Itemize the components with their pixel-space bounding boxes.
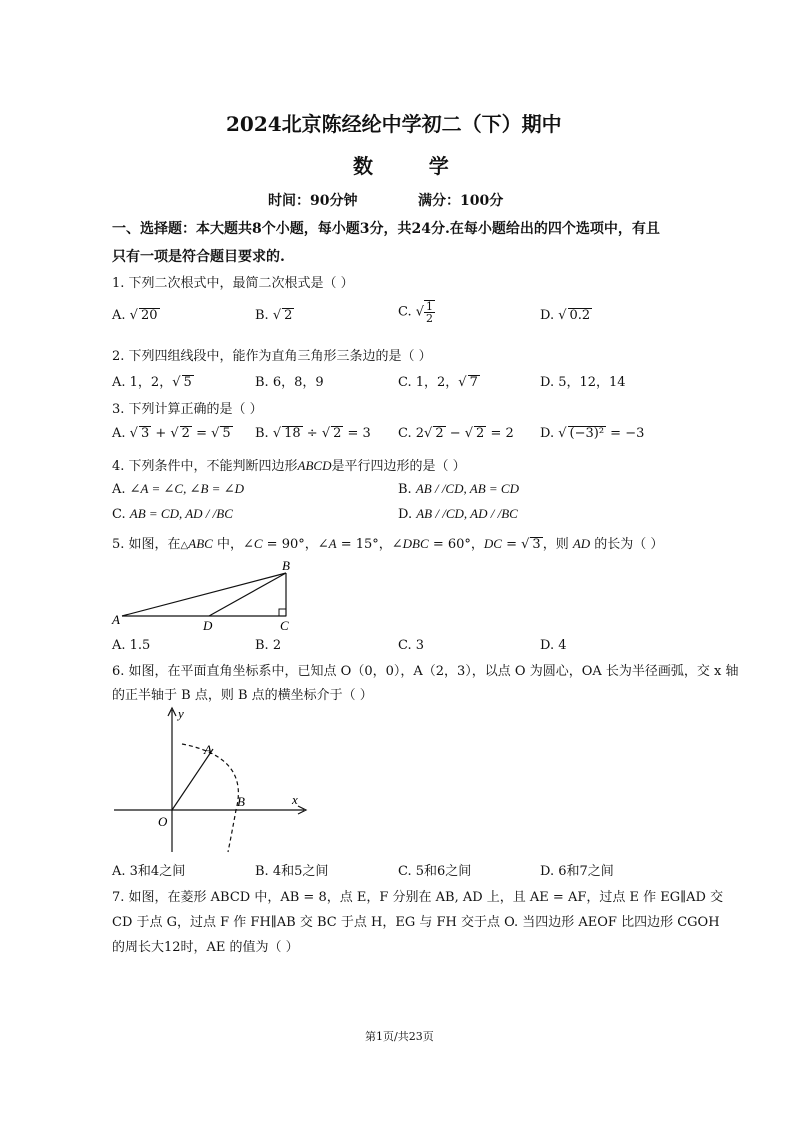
- question-3: 3. 下列计算正确的是（ ）: [112, 402, 263, 417]
- question-7-line3: 的周长大12时，AE 的值为（ ）: [112, 940, 299, 955]
- segment-db: [209, 573, 286, 616]
- q5-option-a: A. 1.5: [112, 638, 151, 653]
- q3-option-c: C. 2√ 2 − √ 2 = 2: [398, 426, 514, 441]
- right-angle-mark: [279, 609, 286, 616]
- q3-option-a: A. √ 3 + √ 2 = √ 5: [112, 426, 231, 441]
- q6-option-a: A. 3和4之间: [112, 864, 186, 879]
- label-b: B: [282, 558, 290, 573]
- label-d: D: [203, 618, 213, 633]
- question-6-line1: 6. 如图，在平面直角坐标系中，已知点 O（0，0），A（2，3），以点 O 为圆心，OA 长为半径画弧，交 x 轴: [112, 664, 739, 679]
- arc-ob: [182, 744, 238, 852]
- time-info: 时间：90分钟: [268, 193, 358, 209]
- q2-option-a: A. 1，2，√ 5: [112, 375, 192, 390]
- q4-option-b: B. AB / /CD, AB = CD: [398, 481, 519, 497]
- q1-option-d: D. √ 0.2: [540, 308, 591, 323]
- question-1: 1. 下列二次根式中，最简二次根式是（ ）: [112, 276, 354, 291]
- q5-option-c: C. 3: [398, 638, 425, 653]
- figure-q6-coordinate: [110, 702, 310, 854]
- q5-option-b: B. 2: [255, 638, 282, 653]
- label-y: y: [178, 706, 184, 721]
- q4-option-c: C. AB = CD, AD / /BC: [112, 506, 233, 522]
- q2-option-c: C. 1，2，√ 7: [398, 375, 478, 390]
- q6-option-c: C. 5和6之间: [398, 864, 472, 879]
- question-6-line2: 的正半轴于 B 点，则 B 点的横坐标介于（ ）: [112, 688, 373, 703]
- label-a: A: [112, 612, 120, 627]
- q2-option-d: D. 5，12，14: [540, 375, 626, 390]
- q4-option-a: A. ∠A = ∠C, ∠B = ∠D: [112, 481, 244, 497]
- question-7-line2: CD 于点 G，过点 F 作 FH∥AB 交 BC 于点 H，EG 与 FH 交于点 O. 当四边形 AEOF 比四边形 CGOH: [112, 915, 720, 930]
- q2-option-b: B. 6，8，9: [255, 375, 324, 390]
- question-2: 2. 下列四组线段中，能作为直角三角形三条边的是（ ）: [112, 349, 432, 364]
- q1-option-b: B. √ 2: [255, 308, 293, 323]
- q4-option-d: D. AB / /CD, AD / /BC: [398, 506, 518, 522]
- segment-ab: [122, 573, 286, 616]
- label-x: x: [292, 792, 298, 807]
- q6-option-d: D. 6和7之间: [540, 864, 614, 879]
- question-7-line1: 7. 如图，在菱形 ABCD 中，AB = 8，点 E，F 分别在 AB, AD 上，且 AE = AF，过点 E 作 EG∥AD 交: [112, 890, 724, 905]
- page-footer: 第1页/共23页: [365, 1030, 434, 1043]
- label-c: C: [280, 618, 289, 633]
- question-4: 4. 下列条件中，不能判断四边形ABCD是平行四边形的是（ ）: [112, 458, 466, 474]
- section-heading-line1: 一、选择题：本大题共8个小题，每小题3分，共24分.在每小题给出的四个选项中，有且: [112, 221, 660, 237]
- subject-title: 数 学: [353, 154, 451, 178]
- q1-option-a: A. √ 20: [112, 308, 158, 323]
- question-5: 5. 如图，在△ABC 中，∠C = 90°，∠A = 15°，∠DBC = 60°，DC = √ 3 ，则 AD 的长为（ ）: [112, 536, 664, 552]
- label-o: O: [158, 814, 168, 829]
- segment-oa: [172, 749, 213, 810]
- q1-option-c: C. √ $\frac{1}{2}$: [398, 300, 434, 325]
- score-info: 满分：100分: [418, 193, 504, 209]
- section-heading-line2: 只有一项是符合题目要求的.: [112, 249, 285, 265]
- q3-option-d: D. √ (−3)² = −3: [540, 426, 645, 441]
- label-a: A: [204, 742, 212, 757]
- page-title: 2024北京陈经纶中学初二（下）期中: [226, 112, 562, 136]
- q5-option-d: D. 4: [540, 638, 567, 653]
- q6-option-b: B. 4和5之间: [255, 864, 329, 879]
- figure-q5-triangle: [110, 558, 310, 634]
- q3-option-b: B. √ 18 ÷ √ 2 = 3: [255, 426, 371, 441]
- label-b: B: [237, 794, 245, 809]
